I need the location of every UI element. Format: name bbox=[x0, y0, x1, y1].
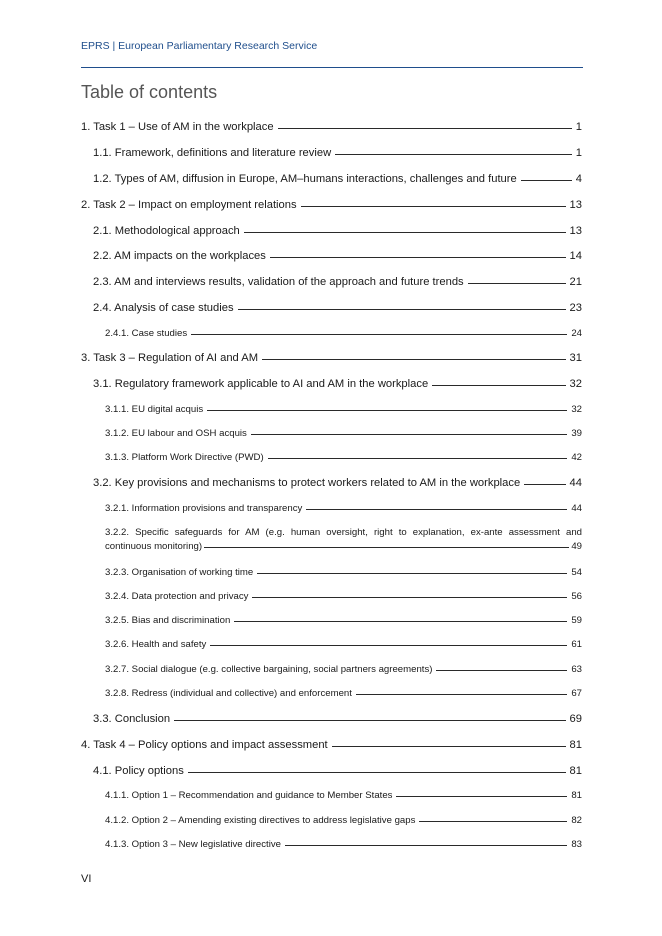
toc-entry[interactable]: 2.3. AM and interviews results, validation of the approach and future trends 21 bbox=[93, 276, 582, 288]
toc-entry[interactable]: 1. Task 1 – Use of AM in the workplace 1 bbox=[81, 121, 582, 133]
toc-entry[interactable]: 3.1. Regulatory framework applicable to AI and AM in the workplace 32 bbox=[93, 378, 582, 390]
toc-entry[interactable]: 3.2. Key provisions and mechanisms to protect workers related to AM in the workplace 44 bbox=[93, 477, 582, 489]
toc-entry[interactable]: 3.1.3. Platform Work Directive (PWD) 42 bbox=[105, 452, 582, 463]
toc-entry[interactable]: 3. Task 3 – Regulation of AI and AM 31 bbox=[81, 352, 582, 364]
toc-entry[interactable]: 2.1. Methodological approach 13 bbox=[93, 225, 582, 237]
toc-entry[interactable]: 3.2.7. Social dialogue (e.g. collective bargaining, social partners agreements) 63 bbox=[105, 664, 582, 675]
toc-entry[interactable]: 1.1. Framework, definitions and literature review 1 bbox=[93, 147, 582, 159]
toc-entry[interactable]: 1.2. Types of AM, diffusion in Europe, AM–humans interactions, challenges and future 4 bbox=[93, 173, 582, 185]
toc-entry[interactable]: 3.2.1. Information provisions and transparency 44 bbox=[105, 503, 582, 514]
header-rule bbox=[81, 67, 583, 68]
toc-entry[interactable]: 4.1. Policy options 81 bbox=[93, 765, 582, 777]
toc-entry[interactable]: 3.1.1. EU digital acquis 32 bbox=[105, 404, 582, 415]
toc-entry[interactable]: 3.2.4. Data protection and privacy 56 bbox=[105, 591, 582, 602]
toc-entry[interactable]: 3.2.5. Bias and discrimination 59 bbox=[105, 615, 582, 626]
toc-entry[interactable]: 4.1.1. Option 1 – Recommendation and guidance to Member States 81 bbox=[105, 790, 582, 801]
toc-entry[interactable]: 3.2.3. Organisation of working time 54 bbox=[105, 567, 582, 578]
toc-entry[interactable]: 2.4.1. Case studies 24 bbox=[105, 328, 582, 339]
toc-entry[interactable]: 2. Task 2 – Impact on employment relations 13 bbox=[81, 199, 582, 211]
page-number: VI bbox=[81, 873, 92, 885]
toc-entry[interactable]: 2.4. Analysis of case studies 23 bbox=[93, 302, 582, 314]
running-header: EPRS | European Parliamentary Research Service bbox=[81, 40, 318, 52]
toc-title: Table of contents bbox=[81, 82, 218, 102]
toc-entry[interactable]: 3.1.2. EU labour and OSH acquis 39 bbox=[105, 428, 582, 439]
toc-entry[interactable]: 3.2.6. Health and safety 61 bbox=[105, 639, 582, 650]
toc-entry[interactable]: 2.2. AM impacts on the workplaces 14 bbox=[93, 250, 582, 262]
toc-entry[interactable]: 3.3. Conclusion 69 bbox=[93, 713, 582, 725]
toc-entry[interactable]: 4.1.2. Option 2 – Amending existing directives to address legislative gaps 82 bbox=[105, 815, 582, 826]
toc-entry[interactable]: 4. Task 4 – Policy options and impact assessment 81 bbox=[81, 739, 582, 751]
toc-entry[interactable]: 4.1.3. Option 3 – New legislative directive 83 bbox=[105, 839, 582, 850]
toc-entry[interactable]: 3.2.2. Specific safeguards for AM (e.g. human oversight, right to explanation, ex-ante assessment and continuous monitoring) 49 bbox=[105, 527, 582, 552]
toc-entry[interactable]: 3.2.8. Redress (individual and collective) and enforcement 67 bbox=[105, 688, 582, 699]
